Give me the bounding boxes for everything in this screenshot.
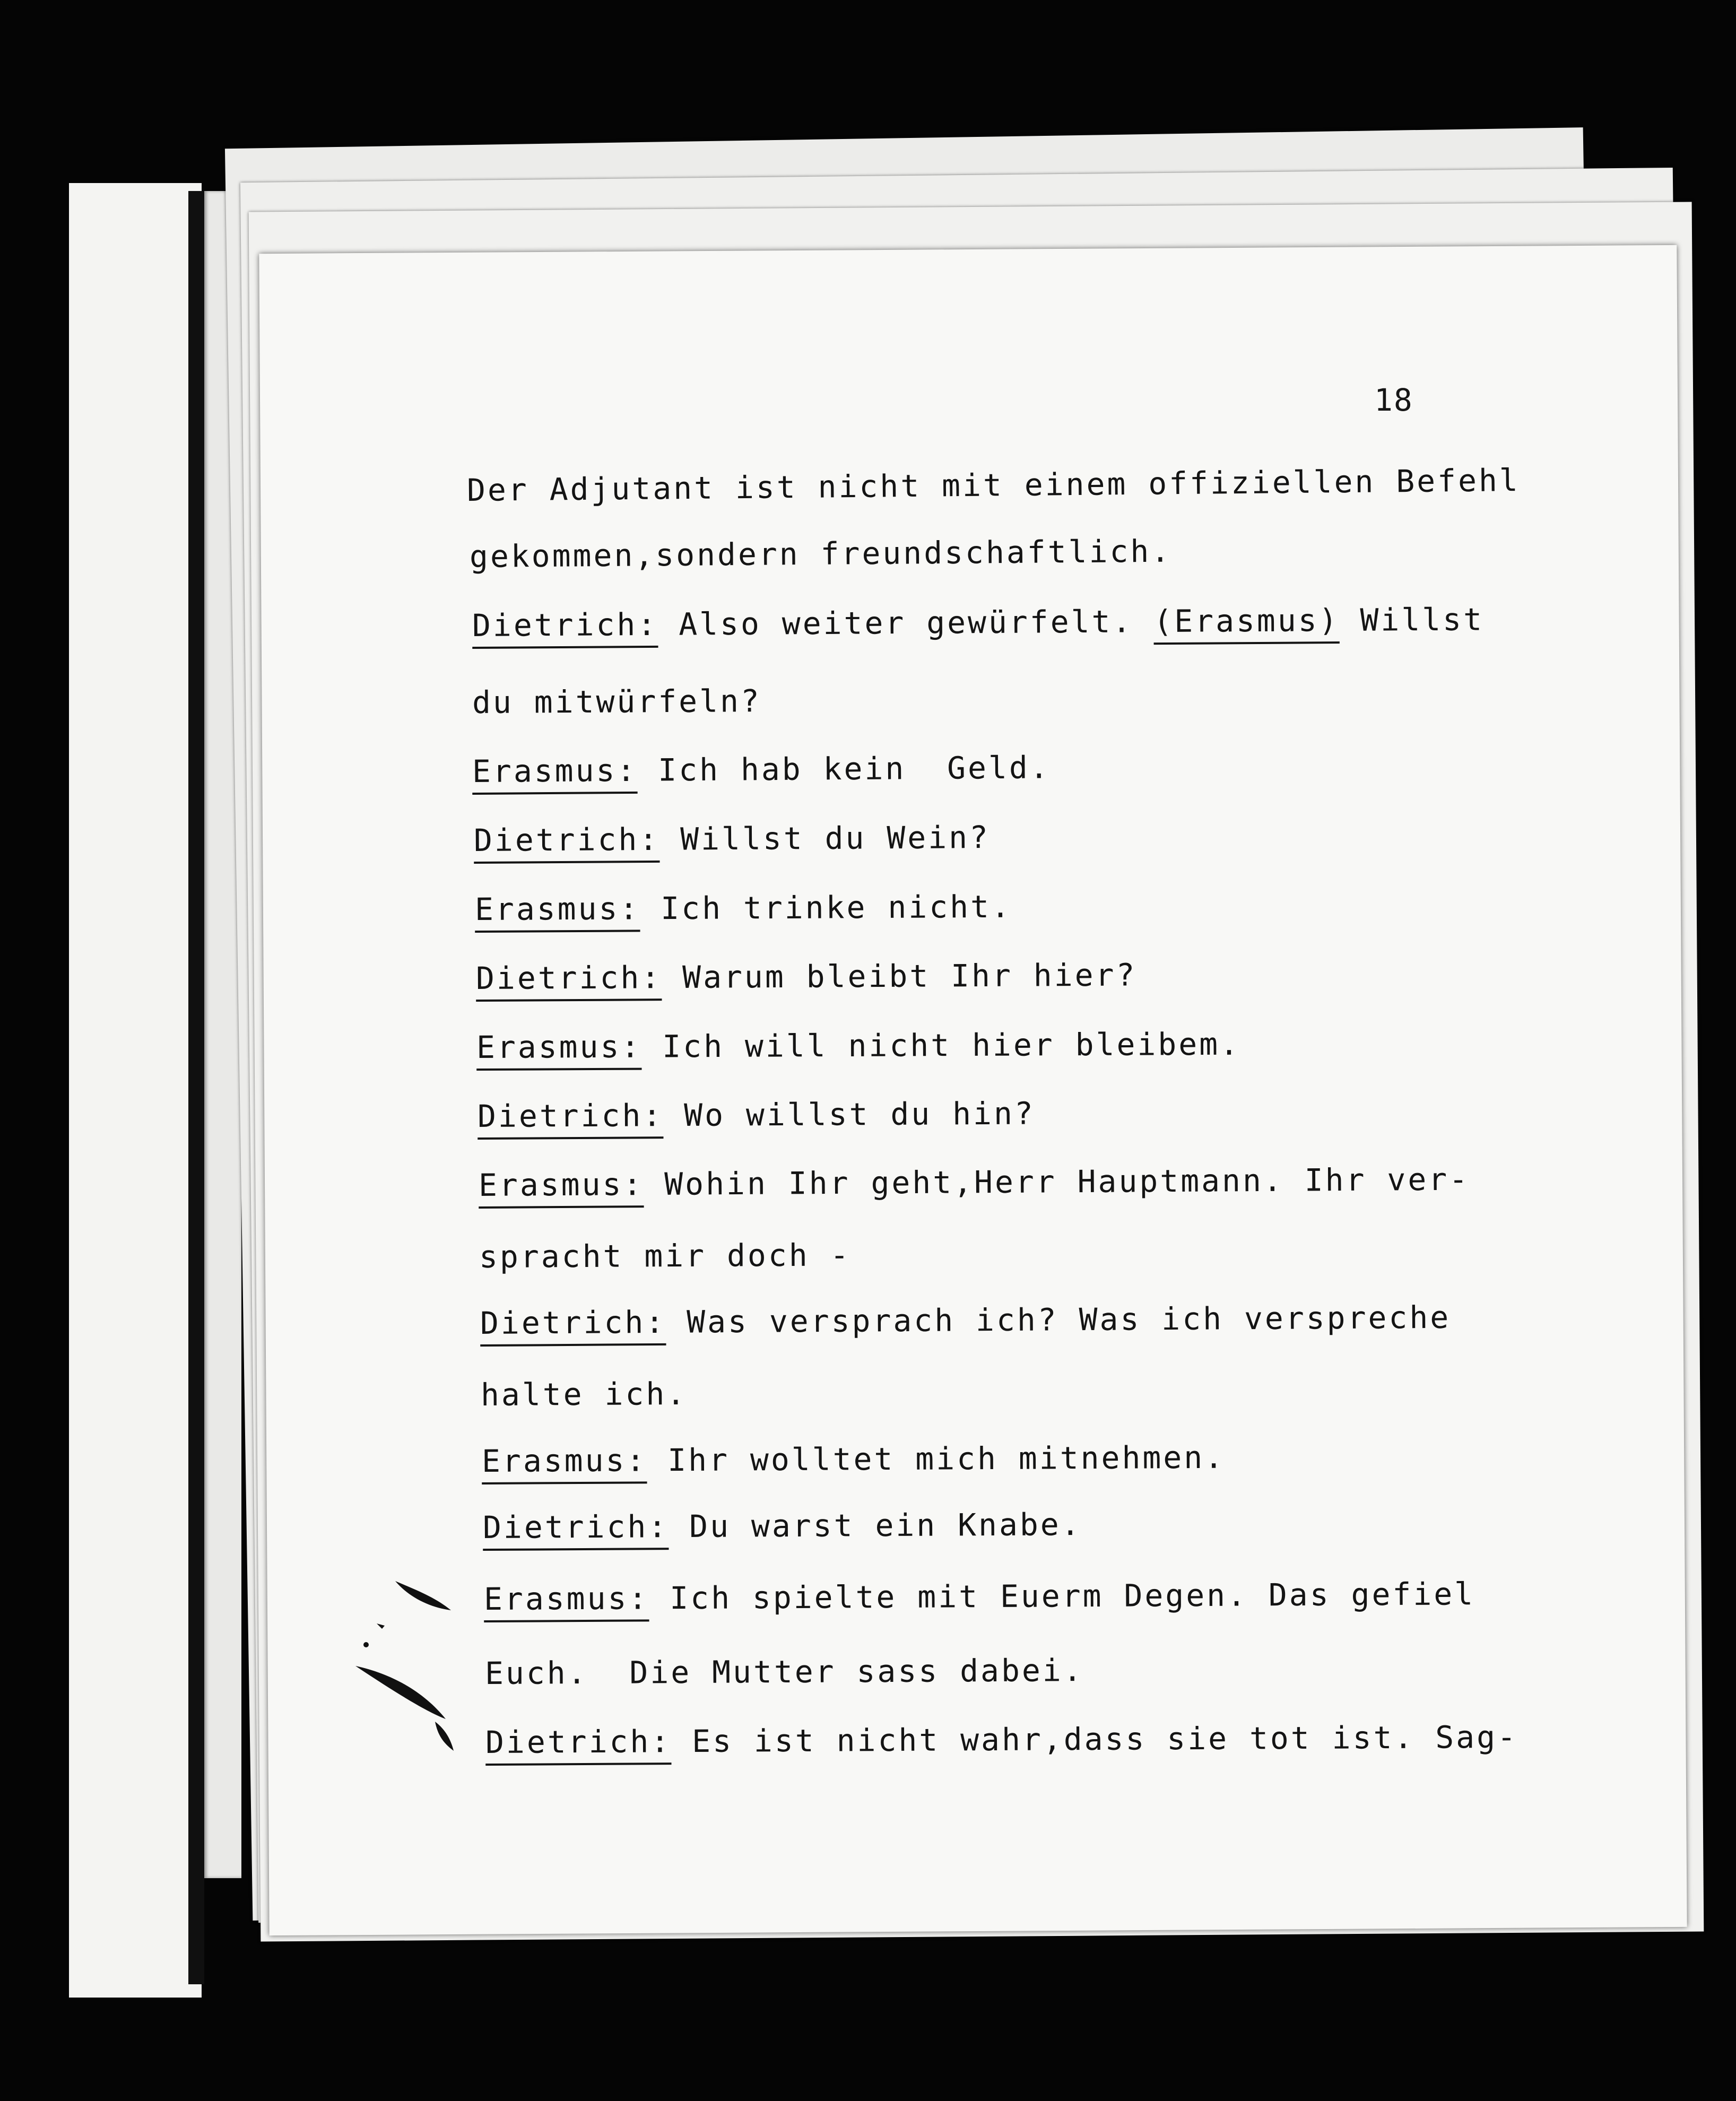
page-number: 18 [1374,382,1413,418]
typed-line [479,1237,851,1275]
speaker-name: Dietrich: [477,1097,664,1134]
line-text: Was versprach ich? Was ich verspreche [666,1299,1451,1340]
typed-line [476,1026,1240,1065]
speaker-name: Erasmus: [474,890,640,927]
typed-line [483,1506,1082,1546]
line-text: Willst du Wein? [659,819,991,857]
typed-line [470,533,1172,575]
line-text: Der Adjutant ist nicht mit einem offiziellen Befehl [466,462,1521,508]
speaker-name: Dietrich: [482,1508,669,1546]
typed-line [472,749,1051,789]
typed-line [476,957,1137,996]
speaker-name: Erasmus: [472,752,638,789]
typed-line [482,1439,1225,1479]
typed-line [485,1652,1084,1691]
stage-direction: (Erasmus) [1153,602,1340,640]
line-text: Ihr wolltet mich mitnehmen. [647,1439,1226,1479]
line-text: Ich trinke nicht. [640,888,1012,927]
typed-line [485,1719,1518,1760]
line-text: spracht mir doch - [479,1237,851,1275]
typed-line [480,1299,1451,1341]
line-text: Wo willst du hin? [663,1095,1035,1134]
typed-line [475,889,1012,927]
line-text: Du warst ein Knabe. [669,1506,1082,1545]
line-text: du mitwürfeln? [472,683,762,720]
line-text: Also weiter gewürfelt. [658,603,1154,643]
speaker-name: Erasmus: [478,1166,644,1203]
line-text: Ich will nicht hier bleibem. [641,1026,1241,1065]
typed-line [467,462,1520,508]
typed-line [478,1095,1035,1134]
line-text: Ich hab kein Geld. [637,749,1051,788]
speaker-name: Erasmus: [476,1028,642,1065]
line-text: Es ist nicht wahr,dass sie tot ist. Sag- [671,1718,1518,1760]
typed-line [484,1576,1475,1617]
speaker-name: Dietrich: [480,1304,666,1341]
line-text: gekommen,sondern freundschaftlich. [469,533,1172,575]
typed-line [481,1376,688,1413]
typed-line [474,819,990,858]
typed-line [472,601,1484,644]
line-text: Warum bleibt Ihr hier? [662,957,1137,996]
speaker-name: Erasmus: [481,1442,647,1479]
typed-line [479,1161,1470,1203]
line-text: Wohin Ihr geht,Herr Hauptmann. Ihr ver- [644,1161,1470,1203]
speaker-name: Dietrich: [473,821,660,858]
line-text: Euch. Die Mutter sass dabei. [484,1652,1084,1691]
speaker-name: Dietrich: [475,959,662,996]
line-text: halte ich. [480,1375,688,1413]
speaker-name: Dietrich: [472,606,658,644]
speaker-name: Dietrich: [485,1723,672,1760]
speaker-name: Erasmus: [483,1580,649,1617]
line-text: Ich spielte mit Euerm Degen. Das gefiel [649,1576,1475,1617]
line-text-continued: Willst [1339,601,1485,639]
typed-line [472,683,761,720]
